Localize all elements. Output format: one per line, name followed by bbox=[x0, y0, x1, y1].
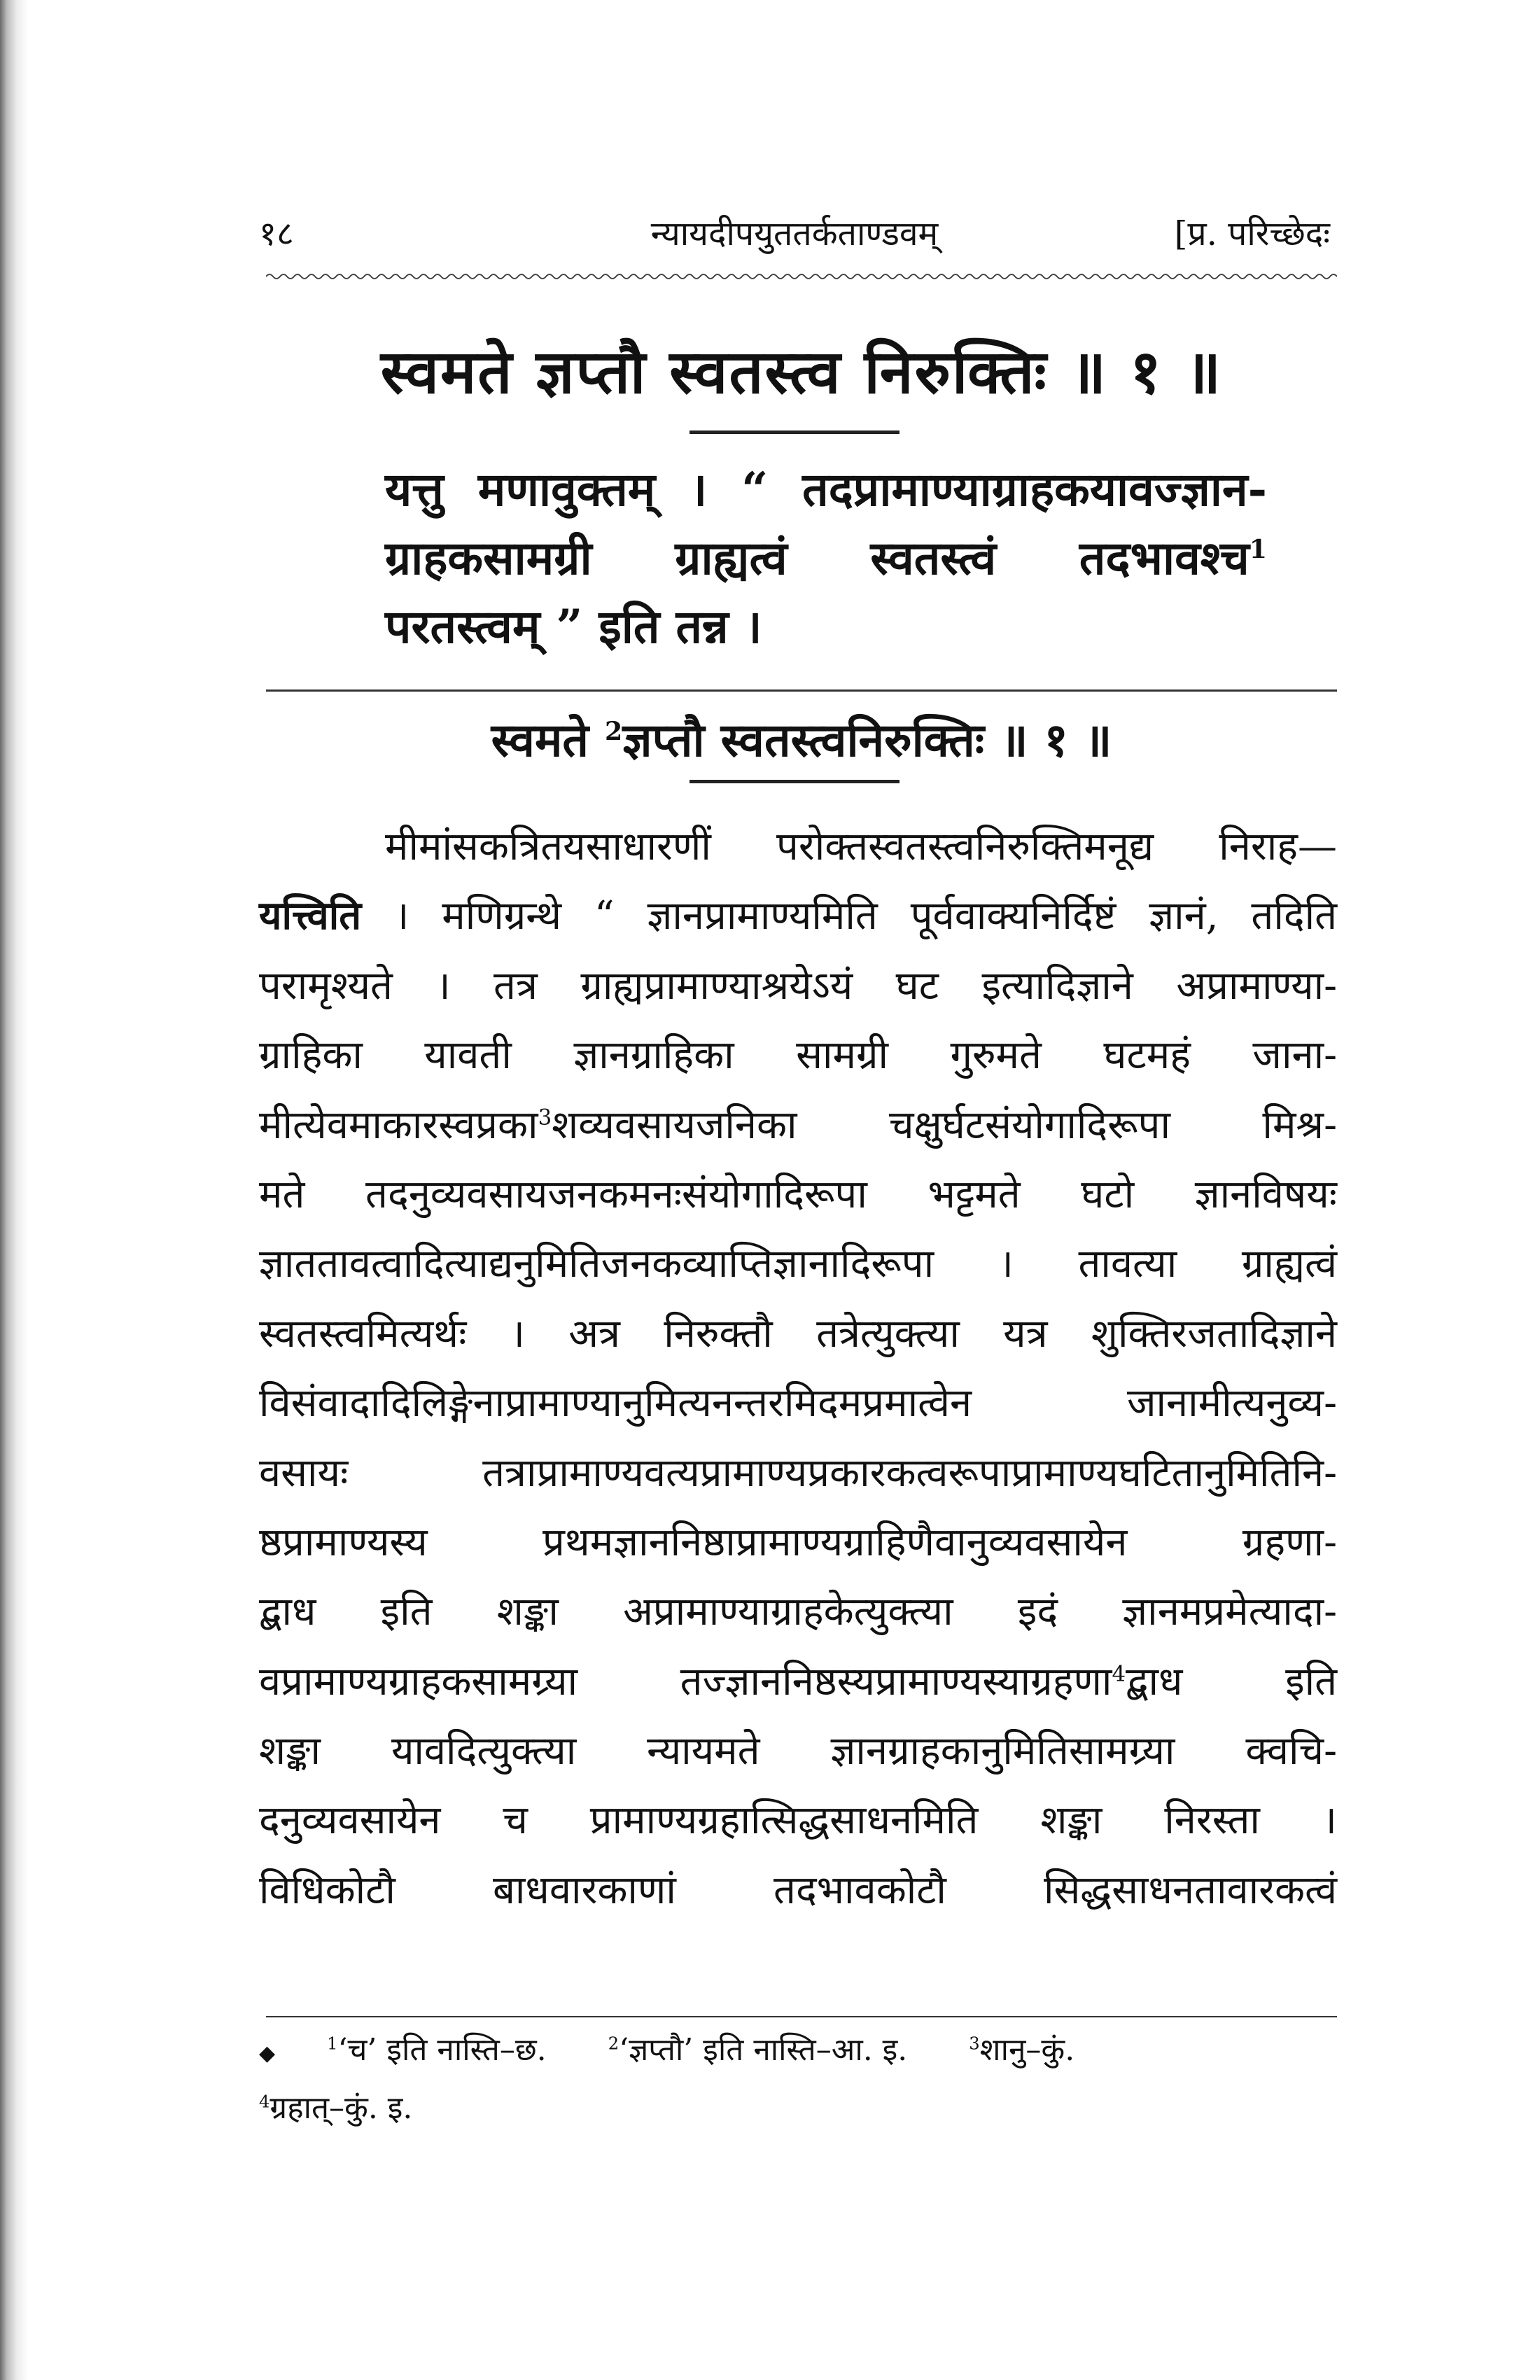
pratika-word: यत्त्विति bbox=[259, 892, 362, 939]
commentary-line: शङ्का यावदित्युक्त्या न्यायमते ज्ञानग्राहकानुमितिसामग्र्या क्वचि- bbox=[259, 1728, 1337, 1774]
commentary-line: मीमांसकत्रितयसाधारणीं परोक्तस्वतस्त्वनिरुक्तिमनूद्य निराह— bbox=[385, 824, 1337, 869]
heading-underline bbox=[690, 430, 899, 434]
commentary-line: मते तदनुव्यवसायजनकमनःसंयोगादिरूपा भट्टमते घटो ज्ञानविषयः bbox=[259, 1171, 1337, 1217]
footnote-marker: 1 bbox=[327, 2033, 338, 2054]
footnotes bbox=[259, 2023, 1337, 2136]
header-wavy-rule bbox=[266, 272, 1337, 281]
commentary-line-text: शव्यवसायजनिका चक्षुर्घटसंयोगादिरूपा मिश्र- bbox=[552, 1102, 1337, 1148]
commentary-line: परामृश्यते । तत्र ग्राह्यप्रामाण्याश्रयेऽयं घट इत्यादिज्ञाने अप्रामाण्या- bbox=[259, 962, 1337, 1009]
commentary-line: विसंवादादिलिङ्गेनाप्रामाण्यानुमित्यनन्तरमिदमप्रमात्वेन जानामीत्यनुव्य- bbox=[259, 1380, 1337, 1427]
footnote-marker: 4 bbox=[1112, 1661, 1126, 1687]
diamond-ornament-icon: ◆ bbox=[259, 2041, 276, 2066]
mula-text bbox=[385, 455, 1267, 661]
subheading bbox=[266, 707, 1337, 770]
subheading-text: ज्ञप्तौ स्वतस्त्वनिरुक्तिः ॥ १ ॥ bbox=[622, 713, 1112, 767]
section-heading: स्वमते ज्ञप्तौ स्वतस्त्व निरुक्तिः ॥ १ ॥ bbox=[380, 337, 1223, 407]
mula-line bbox=[385, 524, 1267, 592]
footnote-marker: 3 bbox=[538, 1104, 552, 1130]
commentary-line: ष्ठप्रामाण्यस्य प्रथमज्ञाननिष्ठाप्रामाण्यग्राहिणैवानुव्यवसायेन ग्रहणा- bbox=[259, 1519, 1337, 1565]
mula-line-text: ग्राहकसामग्री ग्राह्यत्वं स्वतस्त्वं तदभावश्च bbox=[385, 531, 1250, 585]
mula-line: यत्तु मणावुक्तम् । “ तदप्रामाण्याग्राहकयावज्ज्ञान- bbox=[385, 462, 1267, 517]
commentary-line-text: द्बाध इति bbox=[1126, 1658, 1337, 1704]
commentary-line bbox=[259, 1091, 1337, 1160]
footnote-marker: 4 bbox=[259, 2092, 270, 2112]
footnote-text: ‘ज्ञप्तौ’ इति नास्ति–आ. इ. bbox=[619, 2032, 908, 2068]
subheading-text: स्वमते bbox=[491, 713, 606, 767]
commentary-line: विधिकोटौ बाधवारकाणां तदभावकोटौ सिद्धसाधनतावारकत्वं bbox=[259, 1867, 1337, 1913]
footnote-text: शानु–कुं. bbox=[979, 2032, 1075, 2068]
book-title: न्यायदीपयुततर्कताण्डवम् bbox=[650, 214, 939, 253]
footnote-marker: 3 bbox=[969, 2033, 980, 2054]
commentary-line: ज्ञाततावत्वादित्याद्यनुमितिजनकव्याप्तिज्ञानादिरूपा । तावत्या ग्राह्यत्वं bbox=[259, 1241, 1337, 1287]
commentary-line-text: मीत्येवमाकारस्वप्रका bbox=[259, 1102, 538, 1148]
subheading-underline bbox=[690, 780, 899, 783]
footnote-text: ‘च’ इति नास्ति–छ. bbox=[337, 2032, 547, 2068]
commentary-line: द्बाध इति शङ्का अप्रामाण्याग्राहकेत्युक्त्या इदं ज्ञानमप्रमेत्यादा- bbox=[259, 1589, 1337, 1635]
commentary-line: ग्राहिका यावती ज्ञानग्राहिका सामग्री गुरुमते घटमहं जाना- bbox=[259, 1032, 1337, 1079]
footnote-marker: 2 bbox=[605, 716, 623, 746]
commentary-line: दनुव्यवसायेन च प्रामाण्यग्रहात्सिद्धसाधनमिति शङ्का निरस्ता । bbox=[259, 1798, 1337, 1844]
footnote-line bbox=[259, 2023, 1337, 2081]
page-number: १८ bbox=[259, 214, 294, 253]
footnote-marker: 2 bbox=[608, 2033, 620, 2054]
footnote-line bbox=[259, 2081, 1337, 2136]
commentary-line bbox=[259, 881, 1337, 951]
scanned-page-edge bbox=[0, 0, 28, 2380]
section-divider bbox=[266, 690, 1337, 692]
commentary-line bbox=[259, 1647, 1337, 1716]
commentary-text bbox=[259, 812, 1337, 1925]
footnote-text: ग्रहात्–कुं. इ. bbox=[270, 2090, 413, 2126]
commentary-line-text: वप्रामाण्यग्राहकसामग्र्या तज्ज्ञाननिष्ठस्यप्रामाण्यस्याग्रहणा bbox=[259, 1658, 1112, 1704]
commentary-line: वसायः तत्राप्रामाण्यवत्यप्रामाण्यप्रकारकत्वरूपाप्रामाण्यघटितानुमितिनि- bbox=[259, 1450, 1337, 1496]
commentary-line-text: । मणिग्रन्थे “ ज्ञानप्रामाण्यमिति पूर्ववाक्यनिर्दिष्टं ज्ञानं, तदिति bbox=[361, 893, 1337, 939]
chapter-label: [प्र. परिच्छेदः bbox=[1174, 214, 1330, 253]
mula-line: परतस्त्वम् ” इति तन्न । bbox=[385, 599, 762, 654]
commentary-line: स्वतस्त्वमित्यर्थः । अत्र निरुक्तौ तत्रेत्युक्त्या यत्र शुक्तिरजतादिज्ञाने bbox=[259, 1310, 1337, 1357]
running-header bbox=[259, 210, 1330, 259]
footnote-divider bbox=[266, 2016, 1337, 2017]
footnote-marker: 1 bbox=[1249, 534, 1267, 564]
